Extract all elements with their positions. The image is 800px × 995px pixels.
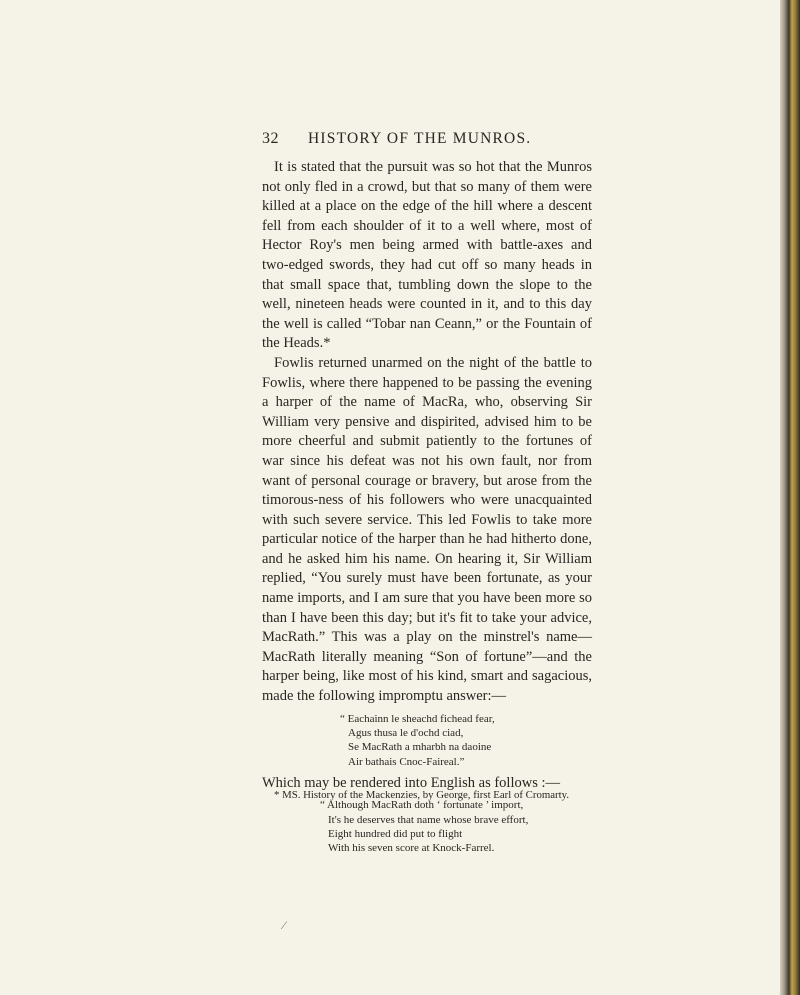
page-number: 32 [262, 130, 279, 147]
verse-line: Air bathais Cnoc-Faireal.” [348, 755, 465, 768]
page-header [262, 130, 592, 150]
translation-intro: Which may be rendered into English as follows :— [262, 774, 560, 791]
body-text [262, 158, 592, 861]
gaelic-verse [340, 712, 592, 769]
verse-line: “ Eachainn le sheachd fichead fear, [340, 712, 495, 725]
verse-line: Eight hundred did put to flight [328, 828, 463, 840]
paragraph-harper: Fowlis returned unarmed on the night of the battle to Fowlis, where there happened to be passing the evening a harper of the name of MacRa, who, observing Sir William very pensive and dispirited, advised him to be more cheerful and submit patiently to the fortunes of war since his defeat was not his own fault, nor from want of personal courage or bravery, but arose from the timorous-ness of his followers who were unacquainted with such severe service. This led Fowlis to take more particular notice of the harper than he had hitherto done, and he asked him his name. On hearing it, Sir William replied, “You surely must have been fortunate, as your name imports, and I am sure that you have been more so than I have been this day; but it's fit to take your advice, MacRath.” This was a play on the minstrel's name— MacRath literally meaning “Son of fortune”—and the harper being, like most of his kind, smart and sagacious, made the following impromptu answer:— [262, 354, 592, 705]
verse-line: It's he deserves that name whose brave effort, [328, 813, 529, 826]
stray-mark: ⁄ [283, 918, 286, 932]
footnote: * MS. History of the Mackenzies, by George, first Earl of Cromarty. [274, 789, 570, 801]
book-binding-edge [780, 0, 800, 995]
paragraph-pursuit: It is stated that the pursuit was so hot that the Munros not only fled in a crowd, but that so many of them were killed at a place on the edge of the hill where a descent fell from each shoulder of it to a well where, most of Hector Roy's men being armed with battle-axes and two-edged swords, they had cut off so many heads in that small space that, tumbling down the slope to the well, nineteen heads were counted in it, and to this day the well is called “Tobar nan Ceann,” or the Fountain of the Heads.* [262, 159, 592, 352]
english-verse [320, 798, 592, 855]
running-head: HISTORY OF THE MUNROS. [308, 130, 532, 147]
verse-line: Agus thusa le d'ochd ciad, [348, 726, 464, 739]
verse-line: Se MacRath a mharbh na daoine [348, 741, 492, 754]
verse-line: “ Although MacRath doth ‘ fortunate ’ import, [320, 799, 524, 812]
verse-line: With his seven score at Knock-Farrel. [328, 842, 495, 855]
